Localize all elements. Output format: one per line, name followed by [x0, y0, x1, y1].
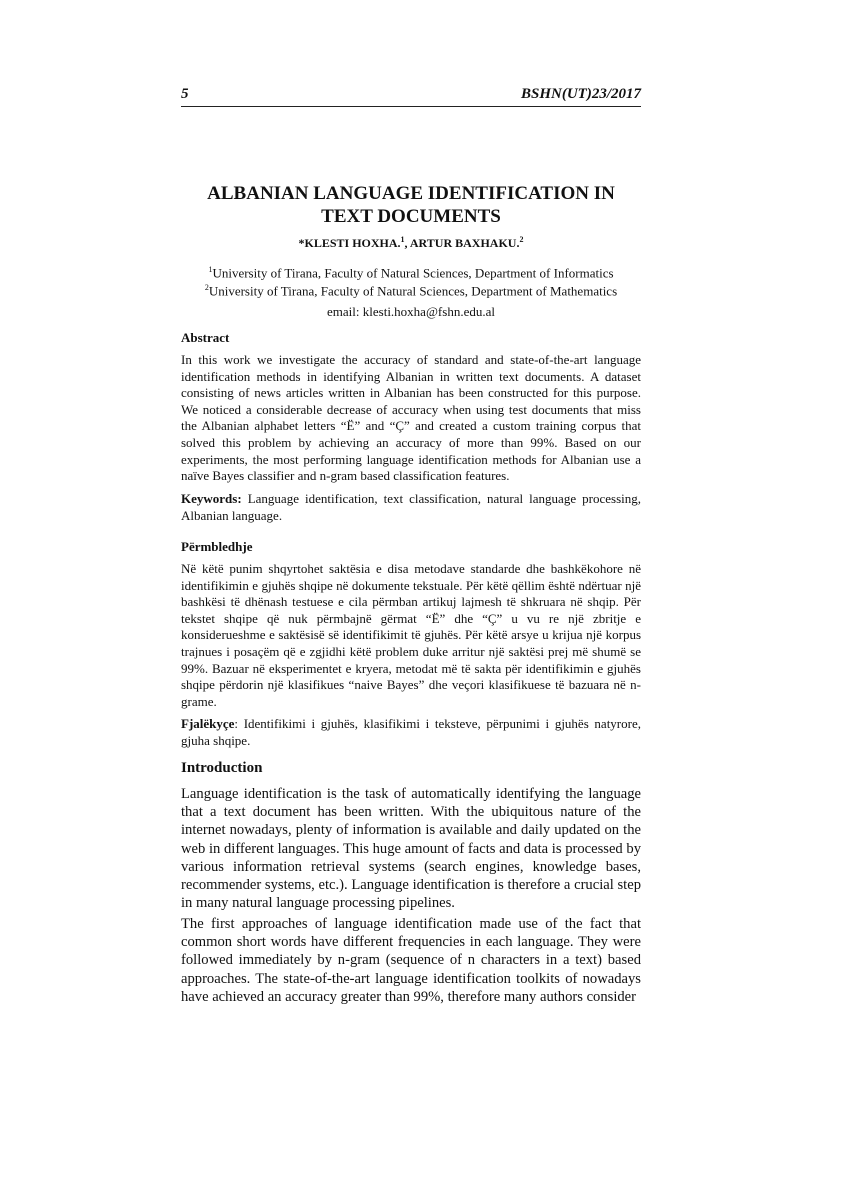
- author-1: KLESTI HOXHA.: [304, 236, 401, 250]
- author-2-affiliation-mark: 2: [519, 235, 524, 244]
- abstract-text: In this work we investigate the accuracy of standard and state-of-the-art language identification methods in identifying Albanian in written text documents. A dataset consisting of news articles written in Albanian has been constructed for this purpose. We noticed a considerable decrease of accuracy when using test documents that miss the Albanian alphabet letters “Ë” and “Ç” and created a custom training corpus that solved this problem by achieving an accuracy of more than 99%. Based on our experiments, the most performing language identification methods for Albanian use a naïve Bayes classifier and n-gram based classification features.: [181, 352, 641, 484]
- author-line: [181, 235, 641, 251]
- author-email: email: klesti.hoxha@fshn.edu.al: [327, 304, 495, 319]
- affiliation-1-text: University of Tirana, Faculty of Natural Sciences, Department of Informatics: [212, 265, 614, 281]
- corresponding-mark: *: [298, 236, 305, 250]
- fjalekyce: [181, 716, 641, 749]
- author-2: ARTUR BAXHAKU.: [409, 236, 520, 250]
- paper-title: ALBANIAN LANGUAGE IDENTIFICATION IN TEXT DOCUMENTS: [207, 183, 615, 227]
- affiliation-2: [181, 280, 641, 298]
- author-separator: ,: [404, 236, 410, 250]
- page-number: 5: [181, 86, 189, 102]
- keywords: [181, 491, 641, 524]
- abstract-heading: Abstract: [181, 330, 230, 345]
- affiliation-2-text: University of Tirana, Faculty of Natural Sciences, Department of Mathematics: [208, 283, 618, 299]
- author-1-affiliation-mark: 1: [400, 235, 405, 244]
- introduction-paragraph-1: Language identification is the task of automatically identifying the language that a text document has been written. With the ubiquitous nature of the internet nowadays, plenty of information is available and daily updated on the web in different languages. This huge amount of facts and data is processed by various information retrieval systems (search engines, knowledge bases, recommender systems, etc.). Language identification is therefore a crucial step in many natural language processing pipelines.: [181, 786, 641, 912]
- introduction-paragraph-2: The first approaches of language identification made use of the fact that common short words have different frequencies in each language. They were followed immediately by n-gram (sequence of n characters in a text) based approaches. The state-of-the-art language identification toolkits of nowadays have achieved an accuracy greater than 99%, therefore many authors consider: [181, 916, 641, 1005]
- keywords-text: Language identification, text classification, natural language processing, Albanian language.: [181, 491, 641, 523]
- permbledhje-text: Në këtë punim shqyrtohet saktësia e disa metodave standarde dhe bashkëkohore në identifikimin e gjuhës shqipe në dokumente tekstuale. Për këtë qëllim është ndërtuar një bashkësi të dhënash testuese e cila përmban artikuj lajmesh të shkruara në shqip. Për tekstet shqipe që nuk përmbajnë gërmat “Ë” dhe “Ç” u vu re një zbritje e konsiderueshme e saktësisë së identifikimit të gjuhës. Për këtë arsye u krijua një korpus trajnues i posaçëm që e zgjidhi këtë problem duke arritur një saktësi prej më shumë se 99%. Bazuar në eksperimentet e kryera, metodat më të sakta për identifikimin e gjuhës shqipe përdorin një klasifikues “naive Bayes” dhe veçori klasifikuese të bazuara në n-grame.: [181, 561, 641, 709]
- affiliation-1-mark: 1: [208, 265, 213, 274]
- fjalekyce-text: : Identifikimi i gjuhës, klasifikimi i teksteve, përpunimi i gjuhës natyrore, gjuha shqipe.: [181, 716, 641, 748]
- fjalekyce-label: Fjalëkyçe: [181, 716, 235, 731]
- affiliation-2-mark: 2: [204, 283, 209, 293]
- journal-reference: BSHN(UT)23/2017: [521, 86, 641, 102]
- keywords-label: Keywords:: [181, 491, 242, 506]
- affiliation-1: [181, 262, 641, 280]
- affiliations: [181, 262, 641, 299]
- permbledhje-heading: Përmbledhje: [181, 539, 253, 554]
- introduction-heading: Introduction: [181, 760, 263, 776]
- running-header: [181, 84, 641, 107]
